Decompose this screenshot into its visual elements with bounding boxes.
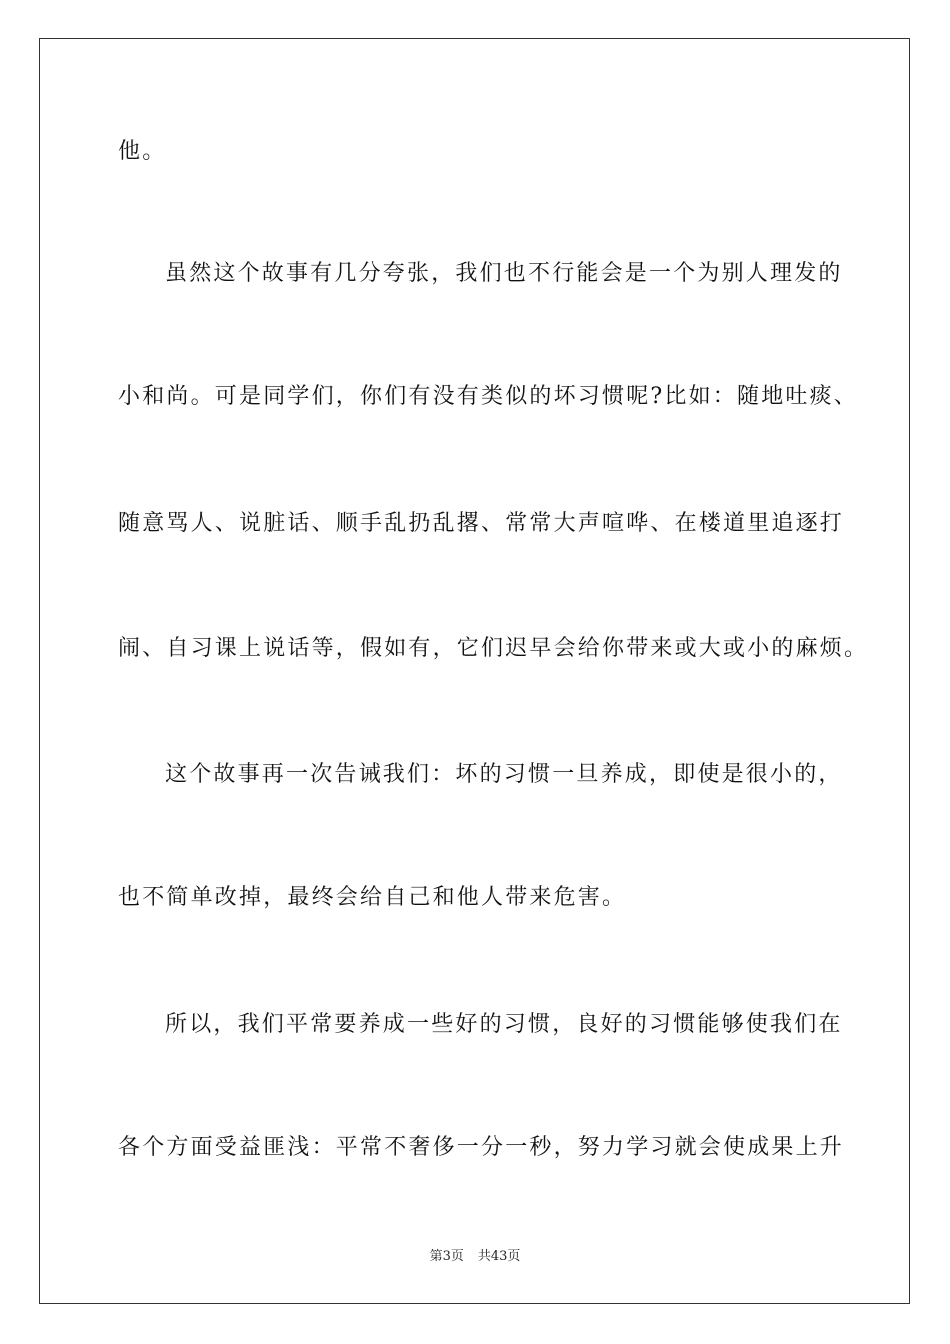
text-line: 小和尚。可是同学们，你们有没有类似的坏习惯呢?比如：随地吐痰、 bbox=[118, 384, 858, 409]
page-number: 第3页 bbox=[429, 1249, 464, 1264]
text-line: 他。 bbox=[118, 139, 167, 164]
text-line: 闹、自习课上说话等，假如有，它们迟早会给你带来或大或小的麻烦。 bbox=[118, 636, 869, 661]
paragraph-start-line: 这个故事再一次告诫我们：坏的习惯一旦养成，即使是很小的， bbox=[165, 762, 843, 787]
total-pages: 共43页 bbox=[477, 1249, 521, 1264]
text-line: 随意骂人、说脏话、顺手乱扔乱撂、常常大声喧哗、在楼道里追逐打 bbox=[118, 511, 845, 536]
page-frame bbox=[39, 38, 910, 1304]
text-line: 也不简单改掉，最终会给自己和他人带来危害。 bbox=[118, 885, 627, 910]
text-line: 各个方面受益匪浅：平常不奢侈一分一秒，努力学习就会使成果上升 bbox=[118, 1135, 845, 1160]
page-footer bbox=[0, 1248, 950, 1266]
paragraph-start-line: 虽然这个故事有几分夸张，我们也不行能会是一个为别人理发的 bbox=[165, 261, 843, 286]
paragraph-start-line: 所以，我们平常要养成一些好的习惯，良好的习惯能够使我们在 bbox=[165, 1012, 843, 1037]
